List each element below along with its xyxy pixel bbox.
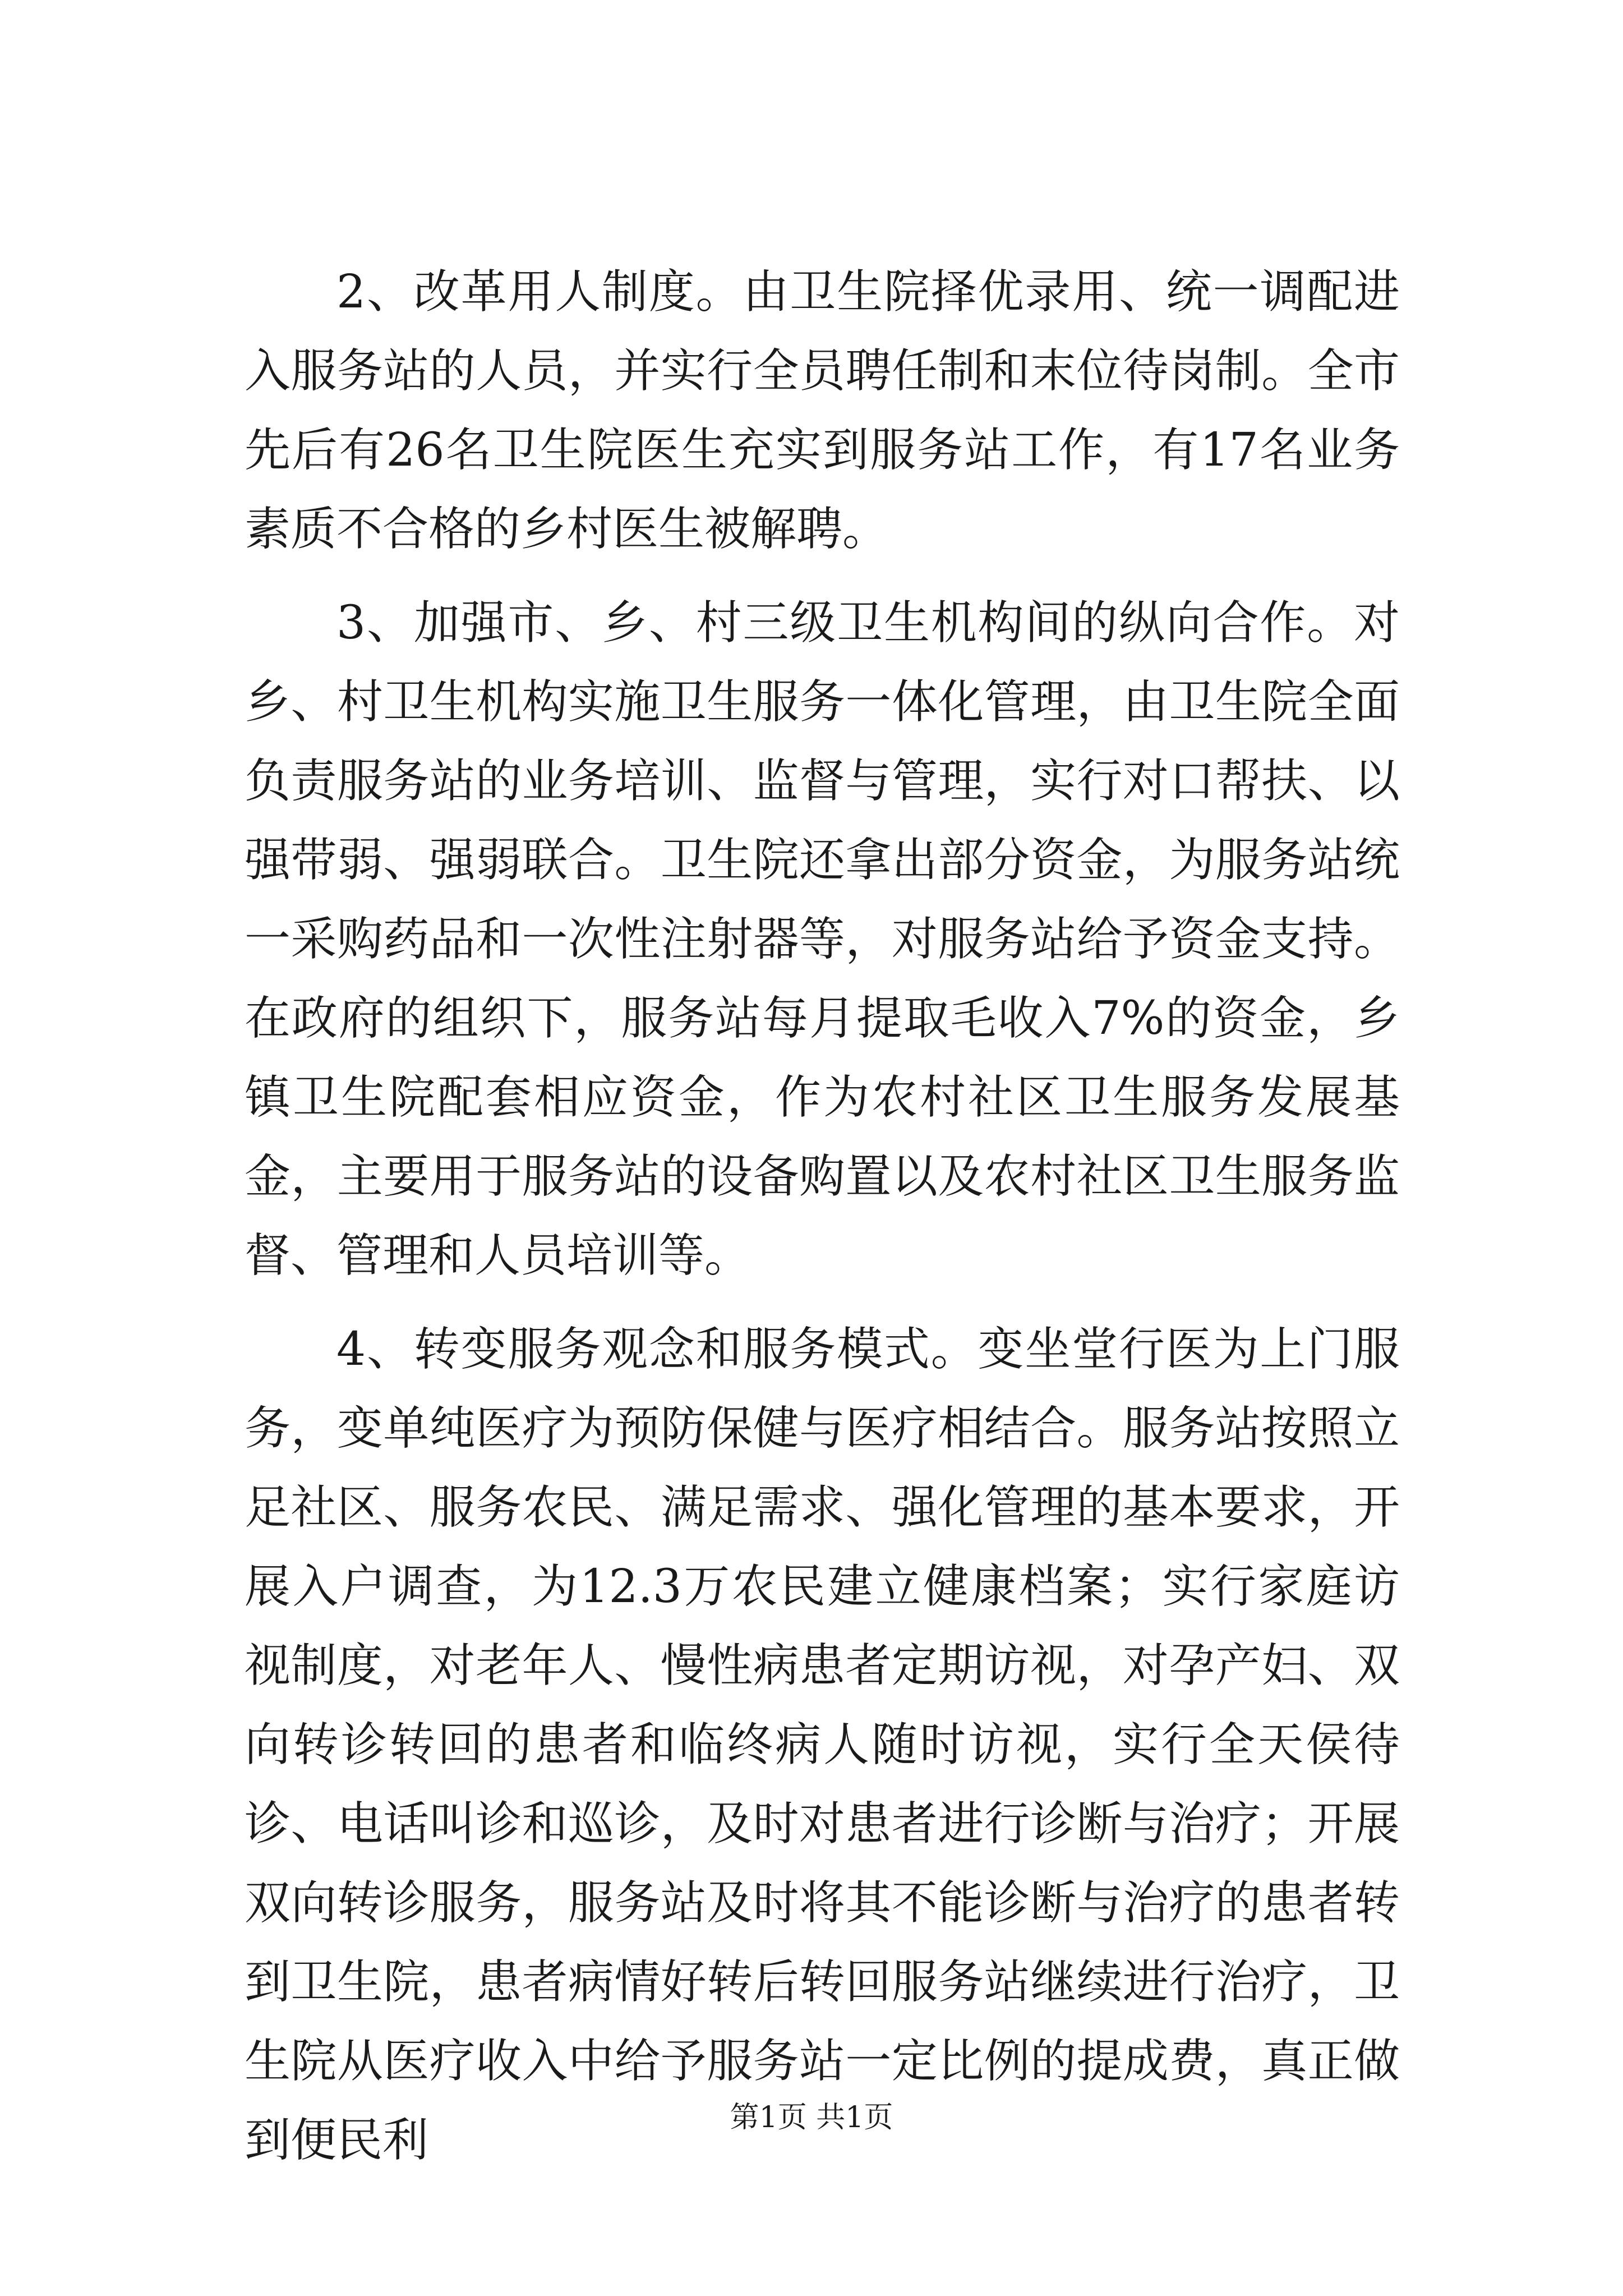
paragraph-reform-staffing: 2、改革用人制度。由卫生院择优录用、统一调配进入服务站的人员，并实行全员聘任制和末位待岗制。全市先后有26名卫生院医生充实到服务站工作，有17名业务素质不合格的乡村医生被解聘。 <box>245 265 1400 556</box>
page-footer: 第1页 共1页 <box>730 2101 893 2134</box>
document-body <box>245 252 1400 2194</box>
paragraph-vertical-cooperation: 3、加强市、乡、村三级卫生机构间的纵向合作。对乡、村卫生机构实施卫生服务一体化管理，由卫生院全面负责服务站的业务培训、监督与管理，实行对口帮扶、以强带弱、强弱联合。卫生院还拿出部分资金，为服务站统一采购药品和一次性注射器等，对服务站给予资金支持。在政府的组织下，服务站每月提取毛收入7%的资金，乡镇卫生院配套相应资金，作为农村社区卫生服务发展基金，主要用于服务站的设备购置以及农村社区卫生服务监督、管理和人员培训等。 <box>245 596 1400 1282</box>
paragraph-service-model: 4、转变服务观念和服务模式。变坐堂行医为上门服务，变单纯医疗为预防保健与医疗相结合。服务站按照立足社区、服务农民、满足需求、强化管理的基本要求，开展入户调查，为12.3万农民建立健康档案；实行家庭访视制度，对老年人、慢性病患者定期访视，对孕产妇、双向转诊转回的患者和临终病人随时访视，实行全天侯待诊、电话叫诊和巡诊，及时对患者进行诊断与治疗；开展双向转诊服务，服务站及时将其不能诊断与治疗的患者转到卫生院，患者病情好转后转回服务站继续进行治疗，卫生院从医疗收入中给予服务站一定比例的提成费，真正做到便民利 <box>245 1323 1400 2167</box>
